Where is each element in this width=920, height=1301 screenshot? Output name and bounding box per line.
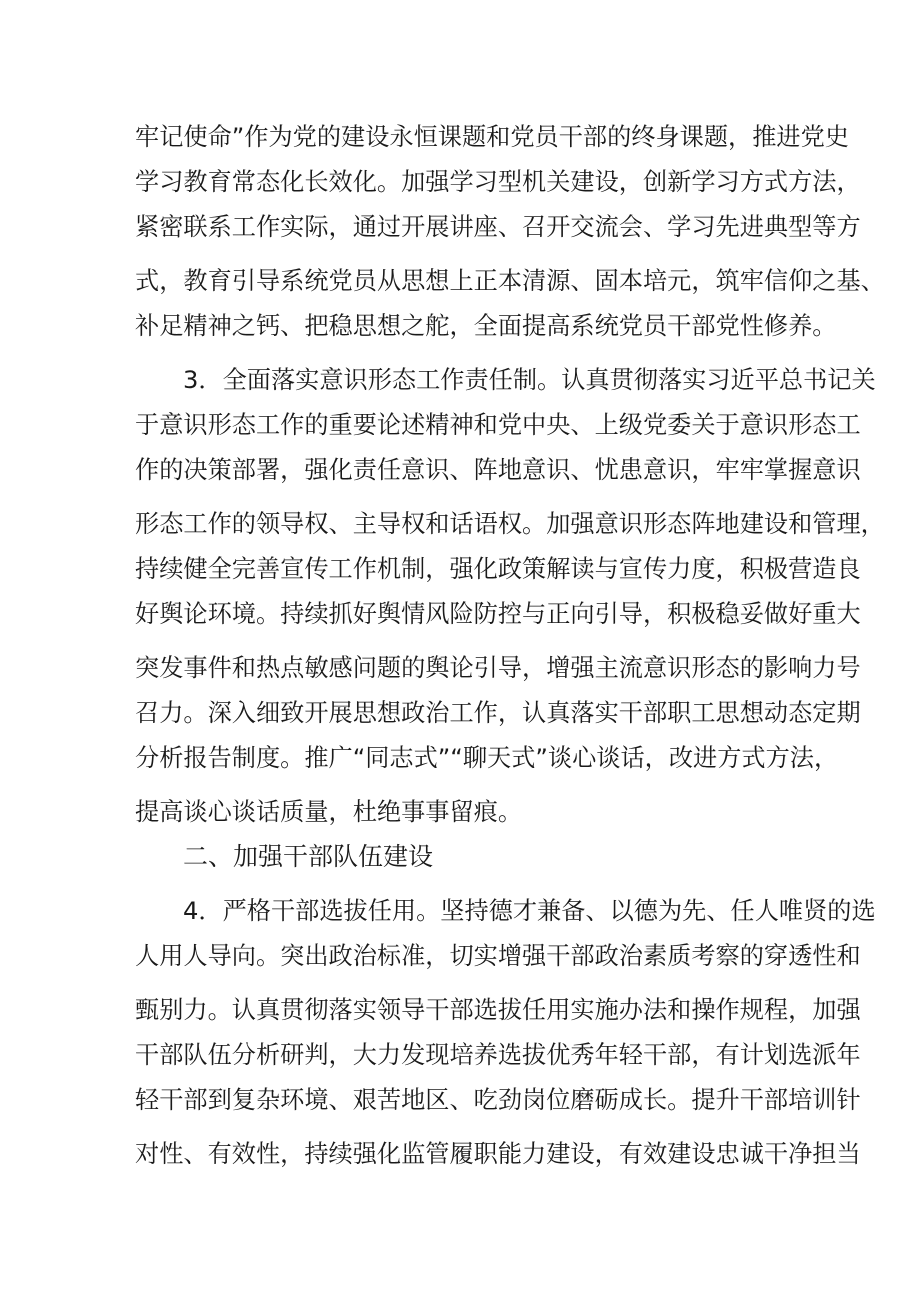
text-line: [0, 301, 920, 351]
line-text: 学习教育常态化长效化。加强学习型机关建设，创新学习方式方法，: [135, 168, 861, 196]
text-line: [0, 544, 920, 594]
line-text: 牢记使命”作为党的建设永恒课题和党员干部的终身课题，推进党史: [135, 123, 849, 151]
line-text: 提高谈心谈话质量，杜绝事事留痕。: [135, 798, 523, 826]
text-line: [0, 1075, 920, 1125]
section-heading-text: 二、加强干部队伍建设: [183, 842, 434, 871]
text-line: [0, 1129, 920, 1179]
text-line: [0, 733, 920, 783]
text-line: [0, 643, 920, 693]
text-line: [0, 985, 920, 1035]
line-text: 于意识形态工作的重要论述精神和党中央、上级党委关于意识形态工: [135, 411, 861, 439]
line-text: 式，教育引导系统党员从思想上正本清源、固本培元，筑牢信仰之基、: [135, 267, 885, 295]
line-text: 轻干部到复杂环境、艰苦地区、吃劲岗位磨砺成长。提升干部培训针: [135, 1086, 861, 1114]
text-line: [0, 886, 920, 936]
line-text: 干部队伍分析研判，大力发现培养选拔优秀年轻干部，有计划选派年: [135, 1041, 861, 1069]
line-text: 人用人导向。突出政治标准，切实增强干部政治素质考察的穿透性和: [135, 942, 861, 970]
line-text: 突发事件和热点敏感问题的舆论引导，增强主流意识形态的影响力号: [135, 654, 861, 682]
line-text: 紧密联系工作实际，通过开展讲座、召开交流会、学习先进典型等方: [135, 213, 861, 241]
line-text: 召力。深入细致开展思想政治工作，认真落实干部职工思想动态定期: [135, 699, 861, 727]
line-text: 分析报告制度。推广“同志式”“聊天式”谈心谈话，改进方式方法，: [135, 744, 839, 772]
text-line: [0, 112, 920, 162]
line-text: 形态工作的领导权、主导权和话语权。加强意识形态阵地建设和管理，: [135, 510, 885, 538]
text-line: [0, 157, 920, 207]
line-text: 作的决策部署，强化责任意识、阵地意识、忧患意识，牢牢掌握意识: [135, 456, 861, 484]
section-heading: [0, 832, 920, 882]
line-text: 好舆论环境。持续抓好舆情风险防控与正向引导，积极稳妥做好重大: [135, 600, 861, 628]
line-text: 甄别力。认真贯彻落实领导干部选拔任用实施办法和操作规程，加强: [135, 996, 861, 1024]
line-text: 对性、有效性，持续强化监管履职能力建设，有效建设忠诚干净担当: [135, 1140, 861, 1168]
text-line: [0, 400, 920, 450]
text-line: [0, 1030, 920, 1080]
line-text: 持续健全完善宣传工作机制，强化政策解读与宣传力度，积极营造良: [135, 555, 861, 583]
text-line: [0, 499, 920, 549]
text-line: [0, 355, 920, 405]
text-line: [0, 589, 920, 639]
text-line: [0, 931, 920, 981]
text-line: [0, 445, 920, 495]
line-text: 补足精神之钙、把稳思想之舵，全面提高系统党员干部党性修养。: [135, 312, 837, 340]
text-line: [0, 787, 920, 837]
text-line: [0, 688, 920, 738]
line-text: 4．严格干部选拔任用。坚持德才兼备、以德为先、任人唯贤的选: [183, 897, 876, 925]
line-text: 3．全面落实意识形态工作责任制。认真贯彻落实习近平总书记关: [183, 366, 876, 394]
text-line: [0, 202, 920, 252]
text-line: [0, 256, 920, 306]
